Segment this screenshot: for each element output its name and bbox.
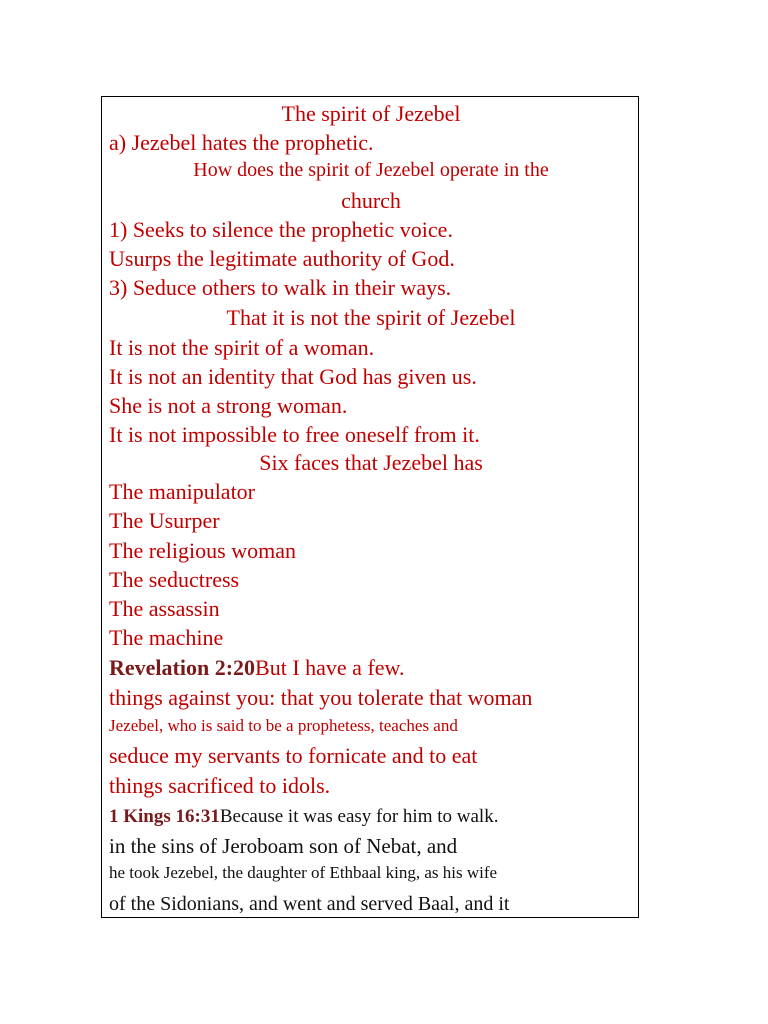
question-line-1: How does the spirit of Jezebel operate in the — [193, 159, 549, 181]
document-page — [101, 96, 639, 918]
revelation-line: Jezebel, who is said to be a prophetess, teaches and — [109, 716, 458, 735]
document-title: The spirit of Jezebel — [281, 101, 461, 126]
revelation-text: But I have a few. — [255, 655, 405, 680]
kings-text: Because it was easy for him to walk. — [219, 806, 499, 827]
heading-not-jezebel: That it is not the spirit of Jezebel — [226, 305, 516, 330]
revelation-line: things against you: that you tolerate that woman — [109, 685, 533, 710]
not-item: It is not impossible to free oneself from it. — [109, 422, 480, 447]
not-item: She is not a strong woman. — [109, 393, 348, 418]
revelation-reference: Revelation 2:20 — [109, 655, 256, 680]
point-a: a) Jezebel hates the prophetic. — [109, 130, 374, 155]
revelation-line: things sacrificed to idols. — [109, 773, 331, 798]
heading-six-faces: Six faces that Jezebel has — [259, 450, 483, 475]
point-1: 1) Seeks to silence the prophetic voice. — [109, 217, 453, 242]
point-3: 3) Seduce others to walk in their ways. — [109, 275, 452, 300]
face-item: The Usurper — [109, 508, 220, 533]
kings-verse-line — [109, 807, 498, 826]
face-item: The religious woman — [109, 538, 296, 563]
question-line-2: church — [341, 188, 401, 213]
revelation-verse-line — [109, 657, 405, 679]
kings-line: he took Jezebel, the daughter of Ethbaal king, as his wife — [109, 863, 498, 882]
revelation-line: seduce my servants to fornicate and to eat — [109, 743, 478, 768]
not-item: It is not an identity that God has given us. — [109, 364, 477, 389]
face-item: The seductress — [109, 567, 240, 592]
face-item: The machine — [109, 625, 224, 650]
kings-line: of the Sidonians, and went and served Baal, and it — [109, 893, 510, 915]
kings-reference: 1 Kings 16:31 — [109, 806, 220, 827]
point-2: Usurps the legitimate authority of God. — [109, 246, 455, 271]
kings-line: in the sins of Jeroboam son of Nebat, and — [109, 834, 458, 858]
not-item: It is not the spirit of a woman. — [109, 335, 375, 360]
face-item: The manipulator — [109, 479, 256, 504]
face-item: The assassin — [109, 596, 220, 621]
